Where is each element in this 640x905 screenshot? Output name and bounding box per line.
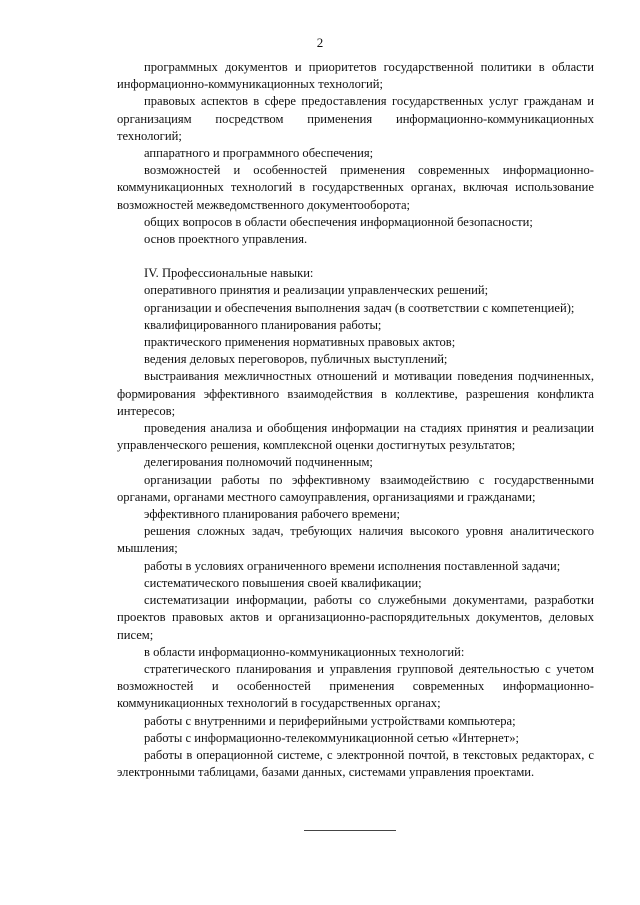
list-item: аппаратного и программного обеспечения; [144,146,374,161]
list-item: стратегического планирования и управления групповой деятельностью с учетом возможностей и особенностей применения современных информационно-коммуникационных технологий в государственных органах; [117,661,594,711]
list-item: работы в условиях ограниченного времени исполнения поставленной задачи; [144,558,561,573]
document-body [117,59,594,781]
list-item: квалифицированного планирования работы; [144,317,382,332]
list-item: делегирования полномочий подчиненным; [144,455,373,470]
list-item: организации и обеспечения выполнения задач (в соответствии с компетенцией); [144,300,575,315]
footer-divider [304,830,396,831]
list-item: работы с внутренними и периферийными устройствами компьютера; [144,713,516,728]
list-item: проведения анализа и обобщения информации на стадиях принятия и реализации управленческого решения, комплексной оценки достигнутых результатов; [117,421,594,453]
section-heading: IV. Профессиональные навыки: [144,266,314,281]
list-item: правовых аспектов в сфере предоставления государственных услуг гражданам и организациям посредством применения информационно-коммуникационных технологий; [117,94,594,143]
list-item: практического применения нормативных правовых актов; [144,335,456,350]
list-item: систематизации информации, работы со служебными документами, разработки проектов правовых актов и организационно-распорядительных документов, деловых писем; [117,593,594,642]
list-item: решения сложных задач, требующих наличия высокого уровня аналитического мышления; [117,524,594,556]
list-item: работы с информационно-телекоммуникационной сетью «Интернет»; [144,730,520,745]
list-item: эффективного планирования рабочего времени; [144,507,400,522]
list-item: возможностей и особенностей применения современных информационно-коммуникационных технологий в государственных органах, включая использование возможностей межведомственного документооборота; [117,163,594,212]
list-item: оперативного принятия и реализации управленческих решений; [144,283,489,298]
list-item: общих вопросов в области обеспечения информационной безопасности; [144,214,533,229]
list-item: систематического повышения своей квалификации; [144,575,422,590]
paragraph-gap [117,248,594,265]
list-item: основ проектного управления. [144,232,308,247]
subsection-heading: в области информационно-коммуникационных технологий: [144,644,465,659]
list-item: работы в операционной системе, с электронной почтой, в текстовых редакторах, с электронными таблицами, базами данных, системами управления проектами. [117,747,594,780]
page-number: 2 [316,35,324,50]
list-item: программных документов и приоритетов государственной политики в области информационно-коммуникационных технологий; [117,60,594,92]
skills-list [117,282,594,781]
list-item: выстраивания межличностных отношений и мотивации поведения подчиненных, формирования эффективного взаимодействия в коллективе, разрешения конфликта интересов; [117,369,594,418]
list-item: ведения деловых переговоров, публичных выступлений; [144,352,448,367]
list-item: организации работы по эффективному взаимодействию с государственными органами, органами местного самоуправления, организациями и гражданами; [117,472,594,504]
knowledge-list [117,59,594,248]
